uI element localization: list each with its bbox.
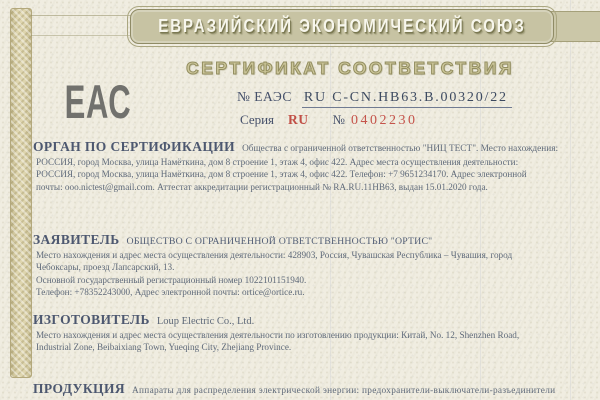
- certificate-number-value: RU C-CN.HB63.B.00320/22: [302, 90, 512, 108]
- body-line: РОССИЯ, город Москва, улица Намёткина, дом 8 строение 1, этаж 4, офис 422. Адрес места осуществления деятельности:: [36, 157, 519, 167]
- eaeu-banner-text: ЕВРАЗИЙСКИЙ ЭКОНОМИЧЕСКИЙ СОЮЗ: [158, 15, 526, 38]
- certificate-number-label: № ЕАЭС: [237, 89, 292, 104]
- blank-number-value: 0402230: [350, 113, 418, 128]
- guilloche-border-left: [10, 8, 32, 378]
- certification-body-title: ОРГАН ПО СЕРТИФИКАЦИИ: [33, 139, 236, 154]
- top-frame-band: [549, 11, 600, 42]
- applicant-title: ЗАЯВИТЕЛЬ: [33, 232, 120, 247]
- section-heading-row: [33, 381, 597, 397]
- certification-body-text: [33, 156, 597, 193]
- manufacturer-title: ИЗГОТОВИТЕЛЬ: [33, 312, 150, 327]
- section-products: [33, 381, 597, 397]
- series-label: Серия: [240, 112, 275, 127]
- eaeu-header-banner: [130, 9, 554, 44]
- section-manufacturer: [33, 312, 597, 354]
- body-line: РОССИЯ, город Москва, улица Намёткина, дом 8 строение 1, этаж 4, офис 422. Телефон: +7 9651234170. Адрес электронной: [36, 169, 527, 180]
- section-heading-row: [33, 232, 597, 248]
- products-intro: Аппараты для распределения электрической энергии: предохранители-выключатели-разъединители: [132, 386, 556, 396]
- body-line: почты: ooo.nictest@gmail.com. Аттестат аккредитации регистрационный № RA.RU.11HB63, выдан 15.01.2020 года.: [36, 181, 488, 192]
- top-frame-lines: [31, 15, 131, 36]
- body-line: Чебоксары, проезд Лапсарский, 13.: [36, 262, 175, 273]
- certificate-title: СЕРТИФИКАТ СООТВЕТСТВИЯ: [186, 58, 514, 78]
- eac-conformity-mark: ЕАС: [64, 74, 132, 128]
- body-line: Место нахождения и адрес места осуществления деятельности: 428903, Россия, Чувашская Республика – Чувашия, город: [36, 250, 513, 260]
- blank-number-label: №: [332, 112, 345, 127]
- section-applicant: [33, 232, 597, 299]
- certification-body-intro: Общества с ограниченной ответственностью "НИЦ ТЕСТ". Место нахождения:: [242, 144, 559, 154]
- applicant-intro: ОБЩЕСТВО С ОГРАНИЧЕННОЙ ОТВЕТСТВЕННОСТЬЮ "ОРТИС": [126, 236, 433, 247]
- manufacturer-text: [33, 329, 597, 354]
- body-line: Industrial Zone, Beibaixiang Town, Yueqing City, Zhejiang Province.: [36, 342, 292, 353]
- body-line: Основной государственный регистрационный номер 1022101151940.: [36, 274, 307, 285]
- body-line: Телефон: +78352243000, Адрес электронной почты: ortice@ortice.ru.: [36, 287, 305, 298]
- body-line: Место нахождения и адрес места осуществления деятельности по изготовлению продукции: Китай, No. 12, Shenzhen Road,: [36, 330, 520, 340]
- manufacturer-intro: Loup Electric Co., Ltd.: [156, 316, 255, 327]
- series-row: [240, 112, 417, 129]
- certificate-number-row: [237, 89, 512, 108]
- section-certification-body: [33, 139, 597, 193]
- products-title: ПРОДУКЦИЯ: [33, 381, 125, 396]
- section-heading-row: [33, 312, 597, 328]
- applicant-text: [33, 249, 597, 299]
- section-heading-row: [33, 139, 597, 155]
- series-value: RU: [288, 112, 309, 127]
